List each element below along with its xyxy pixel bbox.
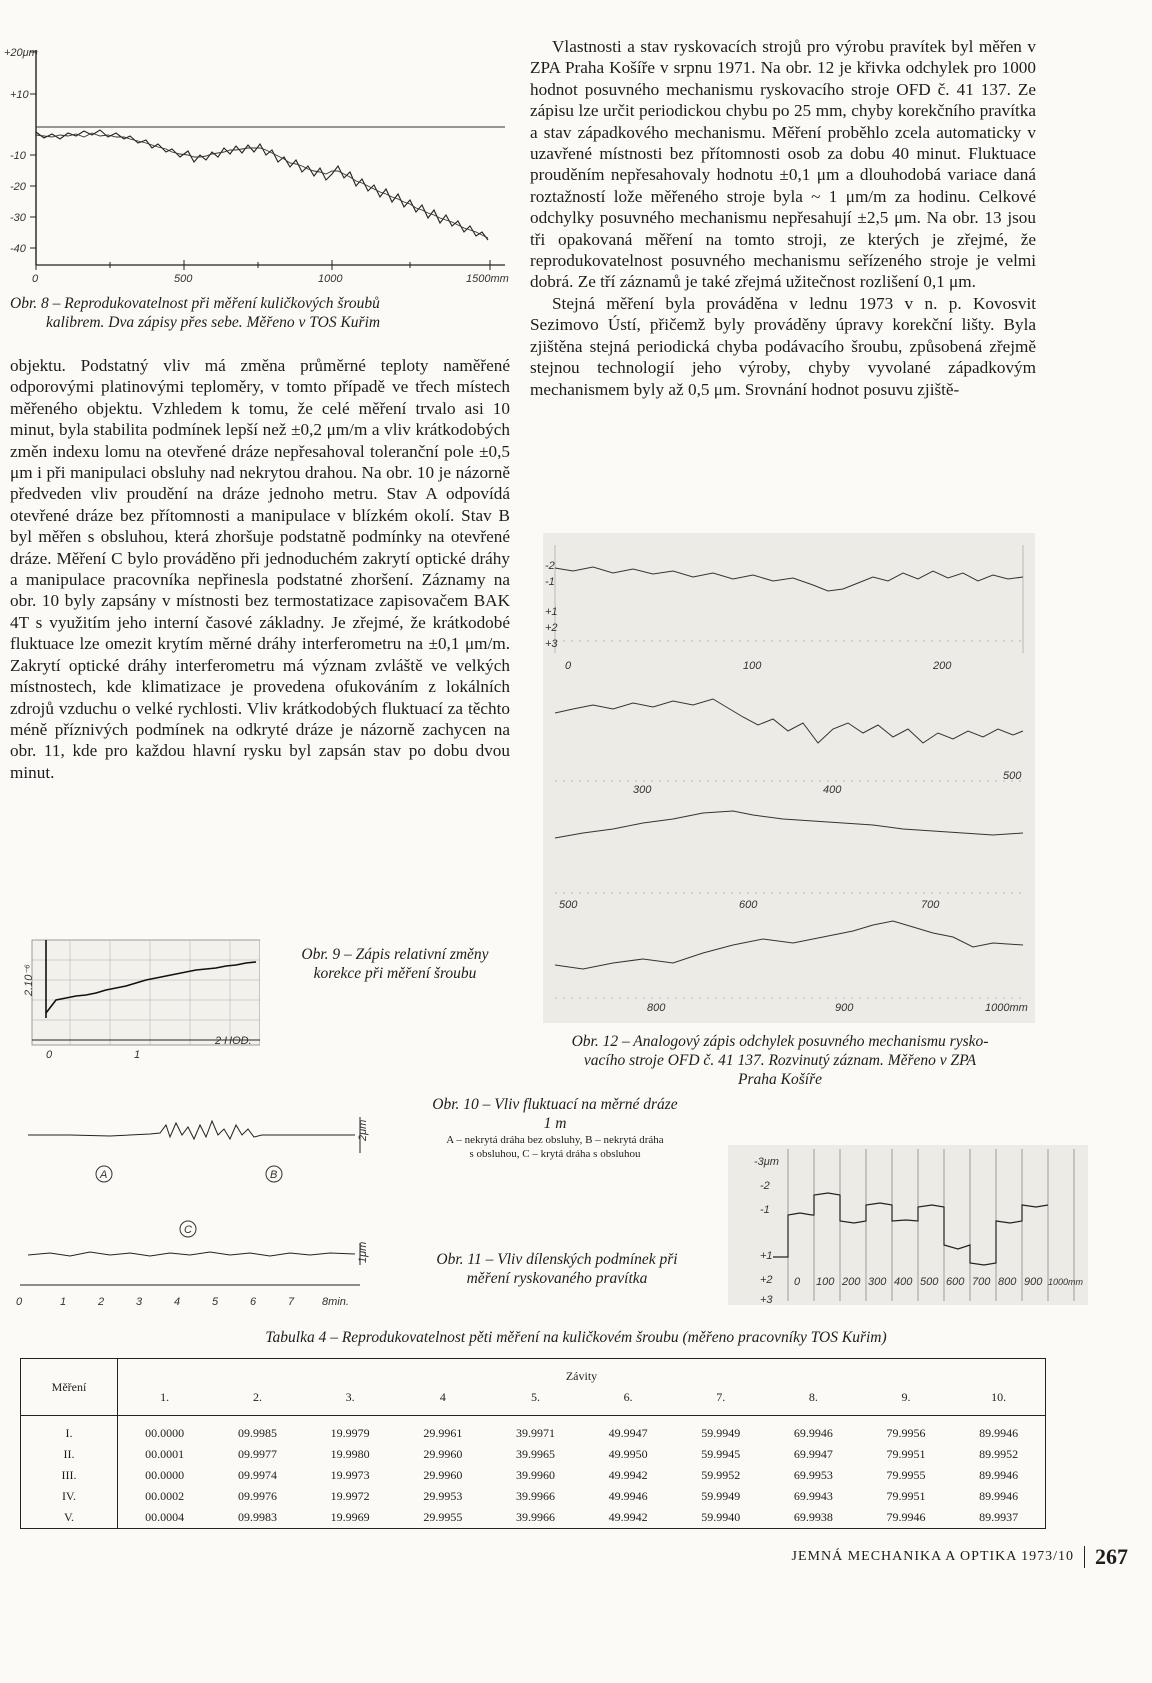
table-cell: 19.9979	[330, 1426, 370, 1440]
fig12-row3-label-2: 700	[921, 899, 940, 911]
fig10-xtick-4: 4	[174, 1296, 181, 1308]
figure-11-caption-line-1: Obr. 11 – Vliv dílenských podmínek při	[436, 1251, 678, 1268]
table-caption-text: Tabulka 4 – Reprodukovatelnost pěti měření na kuličkovém šroubu (měřeno pracovníky TOS Kuřim)	[265, 1329, 887, 1346]
fig11-xtick-4: 400	[894, 1276, 913, 1288]
table-cell: 19.9973	[330, 1468, 370, 1482]
page-number: 267	[1095, 1544, 1128, 1569]
fig8-xtick-1: 500	[174, 273, 193, 285]
fig10-xtick-1: 1	[60, 1296, 67, 1308]
figure-10-caption-line-4: s obsluhou, C – krytá dráha s obsluhou	[469, 1148, 641, 1160]
fig11-xtick-9: 900	[1024, 1276, 1043, 1288]
fig11-xtick-5: 500	[920, 1276, 939, 1288]
fig10-xtick-5: 5	[212, 1296, 219, 1308]
table-cell: 49.9942	[608, 1468, 648, 1482]
figure-9-caption-line-1: Obr. 9 – Zápis relativní změny	[301, 946, 489, 963]
table-column-header: 3.	[304, 1387, 397, 1416]
table-column-header: 8.	[767, 1387, 860, 1416]
table-cell: 49.9946	[608, 1489, 648, 1503]
figure-10	[10, 1095, 380, 1310]
figure-11	[728, 1145, 1088, 1305]
table-cell: 09.9977	[238, 1447, 278, 1461]
table-row	[21, 1486, 1045, 1507]
table-cell: 00.0004	[145, 1510, 185, 1524]
fig12-row1-label-0: 0	[565, 660, 572, 672]
table-cell: 69.9943	[793, 1489, 833, 1503]
table-row	[21, 1507, 1045, 1528]
fig9-ylabel: 2.10⁻⁶	[23, 964, 35, 996]
table-cell: 89.9946	[979, 1489, 1019, 1503]
table-caption	[0, 1328, 1152, 1347]
table-cell: 79.9951	[886, 1447, 926, 1461]
table-cell: 19.9969	[330, 1510, 370, 1524]
table-cell: 69.9947	[793, 1447, 833, 1461]
table-column-header: 4	[397, 1387, 490, 1416]
fig11-ytick-4: +2	[760, 1274, 773, 1286]
table-row-header: Měření	[21, 1359, 118, 1416]
fig12-row2-label-1: 400	[823, 784, 842, 796]
fig10-xtick-3: 3	[136, 1296, 143, 1308]
table-body	[21, 1416, 1045, 1529]
table-column-header: 9.	[860, 1387, 953, 1416]
reproducibility-table	[21, 1359, 1045, 1528]
table-cell: 00.0001	[145, 1447, 185, 1461]
table-cell: 49.9942	[608, 1510, 648, 1524]
table-row	[21, 1416, 1045, 1445]
table-cell: 29.9955	[423, 1510, 463, 1524]
fig11-xtick-2: 200	[842, 1276, 861, 1288]
table-row-label: V.	[21, 1507, 118, 1528]
fig11-ytick-2: -1	[760, 1204, 770, 1216]
left-column-text	[10, 355, 510, 783]
table-cell: 19.9972	[330, 1489, 370, 1503]
figure-12-caption-line-1: Obr. 12 – Analogový zápis odchylek posuvného mechanismu rysko-	[571, 1033, 989, 1050]
page-footer	[792, 1544, 1128, 1570]
figure-11-caption-line-2: měření ryskovaného pravítka	[466, 1270, 648, 1287]
table-cell: 29.9960	[423, 1447, 463, 1461]
table-cell: 39.9965	[515, 1447, 555, 1461]
figure-10-plot	[10, 1095, 380, 1310]
table-cell: 89.9946	[979, 1426, 1019, 1440]
fig12-row4-label-1: 900	[835, 1002, 854, 1014]
table-cell: 00.0000	[145, 1426, 185, 1440]
fig8-ytick-4: -30	[10, 212, 26, 224]
figure-8-caption	[10, 294, 510, 332]
fig10-xtick-8: 8min.	[322, 1296, 349, 1308]
table-cell: 29.9953	[423, 1489, 463, 1503]
fig11-ytick-3: +1	[760, 1250, 773, 1262]
table-cell: 89.9946	[979, 1468, 1019, 1482]
table-cell: 00.0000	[145, 1468, 185, 1482]
figure-9-caption-line-2: korekce při měření šroubu	[313, 965, 477, 982]
table-cell: 09.9983	[238, 1510, 278, 1524]
figure-9-plot	[10, 938, 260, 1063]
fig12-row4-label-0: 800	[647, 1002, 666, 1014]
figure-8-trace-1	[36, 130, 488, 240]
figure-10-trace-ab	[28, 1121, 355, 1139]
table-cell: 89.9937	[979, 1510, 1019, 1524]
fig9-xtick-0: 0	[46, 1049, 53, 1061]
figure-12-caption	[520, 1032, 1040, 1089]
table-row	[21, 1444, 1045, 1465]
figure-12-caption-line-2: vacího stroje OFD č. 41 137. Rozvinutý záznam. Měřeno v ZPA	[583, 1052, 977, 1069]
fig10-label-b: B	[270, 1169, 278, 1181]
table-group-header: Závity	[565, 1369, 598, 1383]
table-cell: 00.0002	[145, 1489, 185, 1503]
table-cell: 39.9960	[515, 1468, 555, 1482]
body-paragraph-right-2: Stejná měření byla prováděna v lednu 1973 v n. p. Kovosvit Sezimovo Ústí, přičemž byly prováděny úpravy korekční lišty. Byla zjištěna stejná periodická chyba podávacího šroubu, způsobená zřejmě stejnou technologií jeho výroby, chyby vyvolané západkovým mechanismem byly až 0,5 μm. Srovnání hodnot posuvu zjiště-	[530, 293, 1036, 399]
table-cell: 79.9946	[886, 1510, 926, 1524]
figure-12-recording	[543, 533, 1035, 1023]
table-column-header: 6.	[582, 1387, 675, 1416]
fig11-xtick-3: 300	[868, 1276, 887, 1288]
fig12-row1-label-2: 200	[933, 660, 952, 672]
fig8-ytick-5: -40	[10, 243, 26, 255]
table-column-header: 5.	[489, 1387, 582, 1416]
body-paragraph-left: objektu. Podstatný vliv má změna průměrné teploty naměřené odporovými platinovými teploměry, v tomto případě ve třech místech měřeného objektu. Vzhledem k tomu, že celé měření trvalo asi 10 minut, byla stabilita podmínek lepší než ±0,2 μm/m a vliv krátkodobých změn indexu lomu na otevřené dráze nepřesahoval toleranční pole ±0,5 μm i při manipulaci obsluhy nad nekrytou drahou. Na obr. 10 je názorně předveden vliv proudění na dráze jednoho metru. Stav A odpovídá otevřené dráze bez přítomnosti a manipulace v blízkém okolí. Stav B byl měřen s obsluhou, která zhoršuje podstatně podmínky na otevřené dráze. Měření C bylo prováděno při jednoduchém zakrytí optické dráhy a manipulace pracovníka nepřinesla podstatné zhoršení. Záznamy na obr. 10 byly zapsány v místnosti bez termostatizace zapisovačem BAK 4T s využitím jeho interní časové základny. Je zřejmé, že krátkodobé fluktuace lze omezit krytím měrné dráhy interferometru na ±0,1 μm/m. Zakrytí optické dráhy interferometru má význam zvláště ve velkých místnostech, kde klimatizace je provedena ofukováním z lokálních zdrojů vzduchu o velké rychlosti. Vliv krátkodobých fluktuací za těchto méně příznivých podmínek na odkryté dráze je názorně zachycen na obr. 11, kde pro každou hlavní rysku byl zapsán stav po dobu dvou minut.	[10, 356, 510, 782]
fig8-xtick-0: 0	[32, 273, 39, 285]
fig8-ytick-0: +20μm	[4, 47, 38, 59]
fig10-xtick-0: 0	[16, 1296, 23, 1308]
table-cell: 69.9938	[793, 1510, 833, 1524]
table-row-label: I.	[21, 1416, 118, 1445]
figure-8-trace-2	[36, 133, 488, 238]
fig12-ltick-1: -1	[545, 576, 555, 588]
figure-10-caption-line-3: A – nekrytá dráha bez obsluhy, B – nekrytá dráha	[446, 1134, 664, 1146]
fig10-xtick-2: 2	[98, 1296, 105, 1308]
fig8-ytick-2: -10	[10, 150, 26, 162]
table-cell: 89.9952	[979, 1447, 1019, 1461]
table-cell: 69.9953	[793, 1468, 833, 1482]
fig11-ytick-0: -3μm	[754, 1156, 779, 1168]
fig8-ytick-1: +10	[10, 89, 29, 101]
fig12-ltick-3: +2	[545, 622, 558, 634]
fig11-xtick-0: 0	[794, 1276, 801, 1288]
figure-12-trace-row-2	[555, 699, 1023, 743]
fig11-ytick-5: +3	[760, 1294, 773, 1305]
table-row	[21, 1465, 1045, 1486]
figure-11-plot	[728, 1145, 1088, 1305]
table-column-headers	[21, 1387, 1045, 1416]
table-cell: 19.9980	[330, 1447, 370, 1461]
fig10-scale-label: 2μm	[357, 1119, 369, 1141]
right-column-text	[530, 36, 1036, 400]
table-cell: 59.9945	[701, 1447, 741, 1461]
table-cell: 09.9976	[238, 1489, 278, 1503]
fig12-ltick-0: -2	[545, 560, 555, 572]
data-table	[20, 1358, 1046, 1529]
table-cell: 29.9961	[423, 1426, 463, 1440]
fig11-xtick-10: 1000mm	[1048, 1277, 1084, 1287]
table-cell: 49.9947	[608, 1426, 648, 1440]
table-row-label: IV.	[21, 1486, 118, 1507]
figure-12-trace-row-1	[555, 567, 1023, 591]
table-cell: 39.9971	[515, 1426, 555, 1440]
fig12-ltick-4: +3	[545, 638, 558, 650]
fig9-xtick-1: 1	[134, 1049, 141, 1061]
fig8-xtick-2: 1000	[318, 273, 343, 285]
table-cell: 09.9974	[238, 1468, 278, 1482]
fig12-row1-label-1: 100	[743, 660, 762, 672]
figure-8-caption-line-2: kalibrem. Dva zápisy přes sebe. Měřeno v TOS Kuřim	[46, 314, 381, 331]
table-cell: 79.9951	[886, 1489, 926, 1503]
table-column-header: 1.	[118, 1387, 212, 1416]
table-cell: 09.9985	[238, 1426, 278, 1440]
fig12-ltick-2: +1	[545, 606, 558, 618]
table-cell: 59.9949	[701, 1426, 741, 1440]
table-cell: 79.9955	[886, 1468, 926, 1482]
table-cell: 39.9966	[515, 1489, 555, 1503]
figure-12	[543, 533, 1035, 1023]
table-cell: 79.9956	[886, 1426, 926, 1440]
fig11-xtick-6: 600	[946, 1276, 965, 1288]
table-cell: 69.9946	[793, 1426, 833, 1440]
fig8-xtick-3: 1500mm	[466, 273, 509, 285]
fig12-row2-label-2: 500	[1003, 770, 1022, 782]
table-cell: 59.9949	[701, 1489, 741, 1503]
fig12-row2-label-0: 300	[633, 784, 652, 796]
figure-12-caption-line-3: Praha Košíře	[738, 1071, 822, 1088]
figure-10-caption	[390, 1095, 720, 1161]
fig10-xtick-6: 6	[250, 1296, 257, 1308]
table-column-header: 7.	[674, 1387, 767, 1416]
figure-12-trace-row-3	[555, 811, 1023, 838]
fig11-xtick-1: 100	[816, 1276, 835, 1288]
table-cell: 49.9950	[608, 1447, 648, 1461]
figure-11-caption	[392, 1250, 722, 1288]
fig11-xtick-8: 800	[998, 1276, 1017, 1288]
figure-10-trace-c	[28, 1252, 355, 1256]
figure-9-caption	[270, 945, 520, 983]
table-row-label: II.	[21, 1444, 118, 1465]
fig10-label-a: A	[100, 1169, 108, 1181]
table-column-header: 10.	[952, 1387, 1045, 1416]
fig10-scale-label-c: 1μm	[357, 1241, 369, 1263]
figure-12-trace-row-4	[555, 921, 1023, 969]
fig10-label-c: C	[184, 1224, 192, 1236]
fig12-row4-label-2: 1000mm	[985, 1002, 1028, 1014]
fig12-row3-label-1: 600	[739, 899, 758, 911]
figure-8-caption-line-1: Obr. 8 – Reprodukovatelnost při měření kuličkových šroubů	[10, 295, 380, 312]
fig11-ytick-1: -2	[760, 1180, 770, 1192]
table-cell: 39.9966	[515, 1510, 555, 1524]
table-column-header: 2.	[211, 1387, 304, 1416]
journal-name: JEMNÁ MECHANIKA A OPTIKA 1973/10	[791, 1549, 1074, 1564]
table-cell: 59.9940	[701, 1510, 741, 1524]
figure-8	[0, 40, 515, 285]
body-paragraph-right-1: Vlastnosti a stav ryskovacích strojů pro výrobu pravítek byl měřen v ZPA Praha Košíře v srpnu 1971. Na obr. 12 je křivka odchylek pro 1000 hodnot posuvného mechanismu ryskovacího stroje OFD č. 41 137. Ze zápisu lze určit periodickou chybu po 25 mm, chyby korekčního pravítka a stav západkového mechanismu. Měření proběhlo zcela automaticky v uzavřené místnosti bez přítomnosti osob za dobu 40 minut. Fluktuace prouděním nepřesahovaly hodnotu ±0,1 μm a dlouhodobá variace daná roztažností lože měřeného stroje byla ~ 1 μm/m za hodinu. Celkové odchylky posuvného mechanismu nepřesahují ±2,5 μm. Na obr. 13 jsou tři opakovaná měření na tomto stroji, ze kterých je zřejmé, že reprodukovatelnost posuvného mechanismu seřízeného stroje je velmi dobrá. Ze tří záznamů je také zřejmá užitečnost rozlišení 0,1 μm.	[530, 37, 1036, 292]
table-cell: 29.9960	[423, 1468, 463, 1482]
fig10-xtick-7: 7	[288, 1296, 295, 1308]
table-row-label: III.	[21, 1465, 118, 1486]
figure-9	[10, 938, 260, 1063]
table-cell: 59.9952	[701, 1468, 741, 1482]
fig11-xtick-7: 700	[972, 1276, 991, 1288]
fig8-ytick-3: -20	[10, 181, 26, 193]
footer-divider	[1084, 1546, 1085, 1568]
fig9-xtick-2: 2 HOD.	[215, 1035, 252, 1047]
fig12-row3-label-0: 500	[559, 899, 578, 911]
figure-10-caption-line-1: Obr. 10 – Vliv fluktuací na měrné dráze	[432, 1096, 678, 1113]
figure-10-caption-line-2: 1 m	[543, 1115, 567, 1132]
figure-8-plot	[0, 40, 515, 285]
